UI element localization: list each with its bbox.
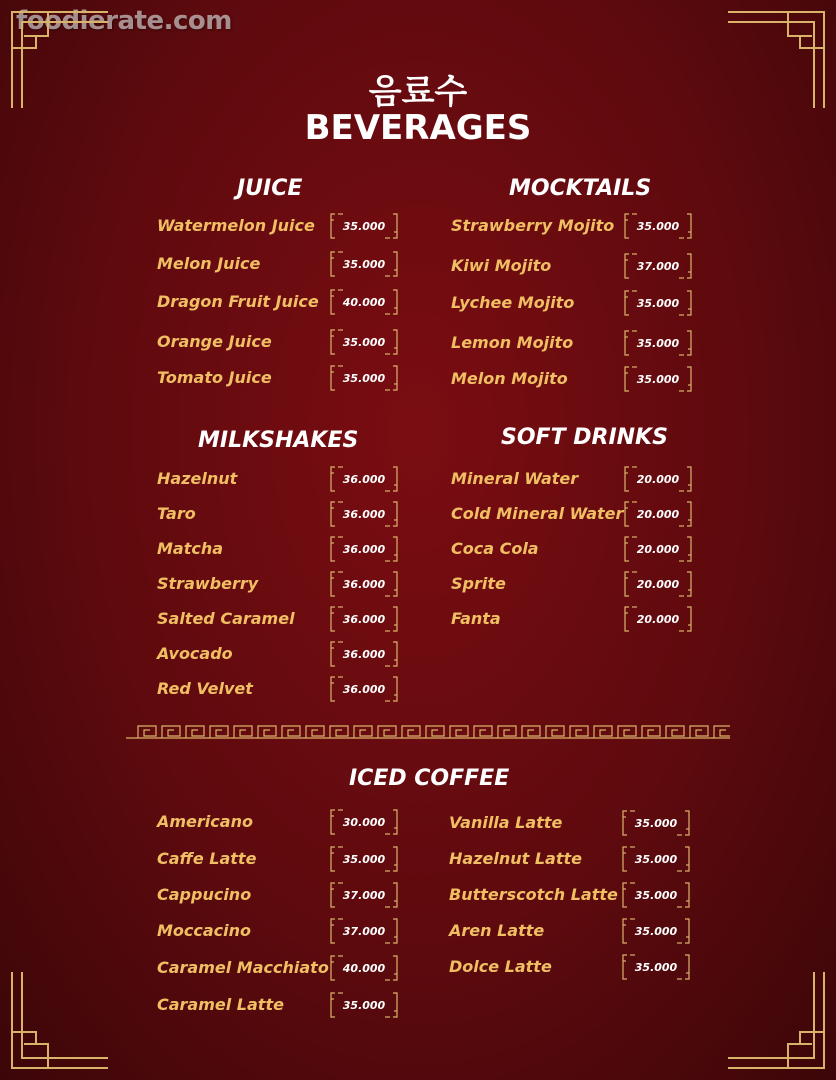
menu-item xyxy=(449,881,699,911)
menu-item-price xyxy=(621,809,691,837)
menu-item-name: Dragon Fruit Juice xyxy=(157,292,319,311)
menu-item xyxy=(451,289,701,319)
menu-title-english: BEVERAGES xyxy=(304,108,532,148)
menu-item-price xyxy=(623,365,693,393)
menu-item-name: Americano xyxy=(157,812,253,831)
menu-item xyxy=(157,328,407,358)
menu-item xyxy=(451,535,701,565)
menu-item-name: Butterscotch Latte xyxy=(449,885,618,904)
menu-item-name: Fanta xyxy=(451,609,501,628)
menu-item-price xyxy=(329,954,399,982)
menu-item-price xyxy=(329,570,399,598)
price-value: 37.000 xyxy=(342,924,386,938)
menu-item xyxy=(157,288,407,318)
menu-title-korean: 음료수 xyxy=(368,72,468,112)
price-value: 35.000 xyxy=(634,888,678,902)
menu-item-price xyxy=(329,845,399,873)
menu-item xyxy=(451,329,701,359)
menu-item-name: Hazelnut Latte xyxy=(449,849,582,868)
price-value: 35.000 xyxy=(636,296,680,310)
menu-item-name: Vanilla Latte xyxy=(449,813,563,832)
price-value: 20.000 xyxy=(636,612,680,626)
menu-item xyxy=(449,845,699,875)
menu-item-name: Cappucino xyxy=(157,885,252,904)
price-value: 35.000 xyxy=(634,852,678,866)
price-value: 36.000 xyxy=(342,682,386,696)
price-value: 30.000 xyxy=(342,815,386,829)
price-value: 36.000 xyxy=(342,647,386,661)
menu-item-name: Caramel Macchiato xyxy=(157,958,329,977)
price-value: 35.000 xyxy=(342,219,386,233)
price-value: 40.000 xyxy=(342,961,386,975)
menu-item-price xyxy=(329,212,399,240)
price-value: 37.000 xyxy=(636,259,680,273)
menu-item-price xyxy=(623,212,693,240)
menu-item-name: Melon Juice xyxy=(157,254,261,273)
price-value: 20.000 xyxy=(636,577,680,591)
menu-item xyxy=(449,917,699,947)
menu-item-price xyxy=(329,675,399,703)
menu-item-price xyxy=(621,881,691,909)
menu-item-price xyxy=(623,252,693,280)
menu-item xyxy=(449,809,699,839)
menu-item-name: Strawberry Mojito xyxy=(451,216,615,235)
section-title-mocktails: MOCKTAILS xyxy=(509,176,652,201)
menu-item-price xyxy=(329,640,399,668)
menu-item-name: Caffe Latte xyxy=(157,849,257,868)
menu-item-price xyxy=(329,808,399,836)
menu-item xyxy=(157,605,407,635)
menu-item xyxy=(157,465,407,495)
menu-item xyxy=(157,917,407,947)
price-value: 35.000 xyxy=(636,336,680,350)
corner-ornament-bottom-right xyxy=(718,962,828,1072)
price-value: 36.000 xyxy=(342,542,386,556)
menu-item xyxy=(157,535,407,565)
menu-item-price xyxy=(329,250,399,278)
menu-item-name: Kiwi Mojito xyxy=(451,256,552,275)
menu-item-price xyxy=(329,605,399,633)
menu-item xyxy=(157,991,407,1021)
menu-item-name: Hazelnut xyxy=(157,469,238,488)
menu-item-price xyxy=(623,535,693,563)
menu-item xyxy=(157,845,407,875)
menu-item-price xyxy=(621,917,691,945)
menu-item xyxy=(157,881,407,911)
menu-item-name: Salted Caramel xyxy=(157,609,295,628)
menu-item-name: Matcha xyxy=(157,539,224,558)
menu-item-name: Caramel Latte xyxy=(157,995,284,1014)
price-value: 35.000 xyxy=(342,998,386,1012)
price-value: 37.000 xyxy=(342,888,386,902)
menu-item-name: Mineral Water xyxy=(451,469,579,488)
menu-item xyxy=(157,570,407,600)
menu-item-name: Orange Juice xyxy=(157,332,272,351)
price-value: 35.000 xyxy=(636,372,680,386)
menu-item-name: Melon Mojito xyxy=(451,369,568,388)
price-value: 20.000 xyxy=(636,507,680,521)
price-value: 20.000 xyxy=(636,472,680,486)
corner-ornament-bottom-left xyxy=(8,962,118,1072)
menu-item xyxy=(451,500,701,530)
menu-item xyxy=(451,570,701,600)
menu-item xyxy=(157,640,407,670)
menu-item-name: Tomato Juice xyxy=(157,368,272,387)
menu-item xyxy=(451,365,701,395)
menu-item-name: Taro xyxy=(157,504,196,523)
menu-item xyxy=(449,953,699,983)
price-value: 20.000 xyxy=(636,542,680,556)
menu-item xyxy=(157,675,407,705)
price-value: 36.000 xyxy=(342,577,386,591)
menu-item-price xyxy=(621,953,691,981)
price-value: 40.000 xyxy=(342,295,386,309)
menu-item-price xyxy=(329,881,399,909)
menu-item-price xyxy=(623,605,693,633)
menu-item xyxy=(157,500,407,530)
menu-item xyxy=(157,250,407,280)
menu-item-price xyxy=(623,500,693,528)
menu-item-price xyxy=(623,329,693,357)
price-value: 35.000 xyxy=(342,371,386,385)
menu-item-price xyxy=(329,465,399,493)
menu-item-price xyxy=(329,500,399,528)
section-title-juice: JUICE xyxy=(237,176,303,201)
menu-item-price xyxy=(329,917,399,945)
price-value: 35.000 xyxy=(636,219,680,233)
section-divider-ornament xyxy=(126,722,730,742)
price-value: 35.000 xyxy=(634,924,678,938)
menu-item-name: Strawberry xyxy=(157,574,259,593)
menu-item xyxy=(157,212,407,242)
menu-item-price xyxy=(623,570,693,598)
menu-item xyxy=(451,465,701,495)
menu-item-name: Lemon Mojito xyxy=(451,333,574,352)
price-value: 35.000 xyxy=(342,257,386,271)
menu-item xyxy=(157,808,407,838)
menu-item-price xyxy=(623,465,693,493)
menu-item-name: Red Velvet xyxy=(157,679,253,698)
price-value: 36.000 xyxy=(342,472,386,486)
menu-item-name: Moccacino xyxy=(157,921,252,940)
menu-item-price xyxy=(329,288,399,316)
menu-item-name: Dolce Latte xyxy=(449,957,552,976)
menu-item-price xyxy=(621,845,691,873)
section-title-soft-drinks: SOFT DRINKS xyxy=(501,425,668,450)
price-value: 36.000 xyxy=(342,507,386,521)
menu-item-price xyxy=(329,535,399,563)
menu-item-price xyxy=(329,991,399,1019)
price-value: 35.000 xyxy=(342,335,386,349)
menu-item-name: Watermelon Juice xyxy=(157,216,315,235)
price-value: 36.000 xyxy=(342,612,386,626)
menu-item-name: Cold Mineral Water xyxy=(451,504,624,523)
section-title-iced-coffee: ICED COFFEE xyxy=(349,766,510,791)
menu-item xyxy=(157,364,407,394)
menu-item xyxy=(157,954,407,984)
menu-item-price xyxy=(329,364,399,392)
menu-item-name: Coca Cola xyxy=(451,539,539,558)
watermark: foodierate.com xyxy=(16,6,232,36)
section-title-milkshakes: MILKSHAKES xyxy=(198,428,359,453)
menu-item-name: Sprite xyxy=(451,574,506,593)
price-value: 35.000 xyxy=(634,960,678,974)
menu-item-name: Aren Latte xyxy=(449,921,545,940)
menu-item-name: Avocado xyxy=(157,644,233,663)
menu-item-price xyxy=(329,328,399,356)
menu-item xyxy=(451,252,701,282)
menu-item xyxy=(451,605,701,635)
menu-item-price xyxy=(623,289,693,317)
menu-item xyxy=(451,212,701,242)
price-value: 35.000 xyxy=(634,816,678,830)
menu-item-name: Lychee Mojito xyxy=(451,293,575,312)
price-value: 35.000 xyxy=(342,852,386,866)
